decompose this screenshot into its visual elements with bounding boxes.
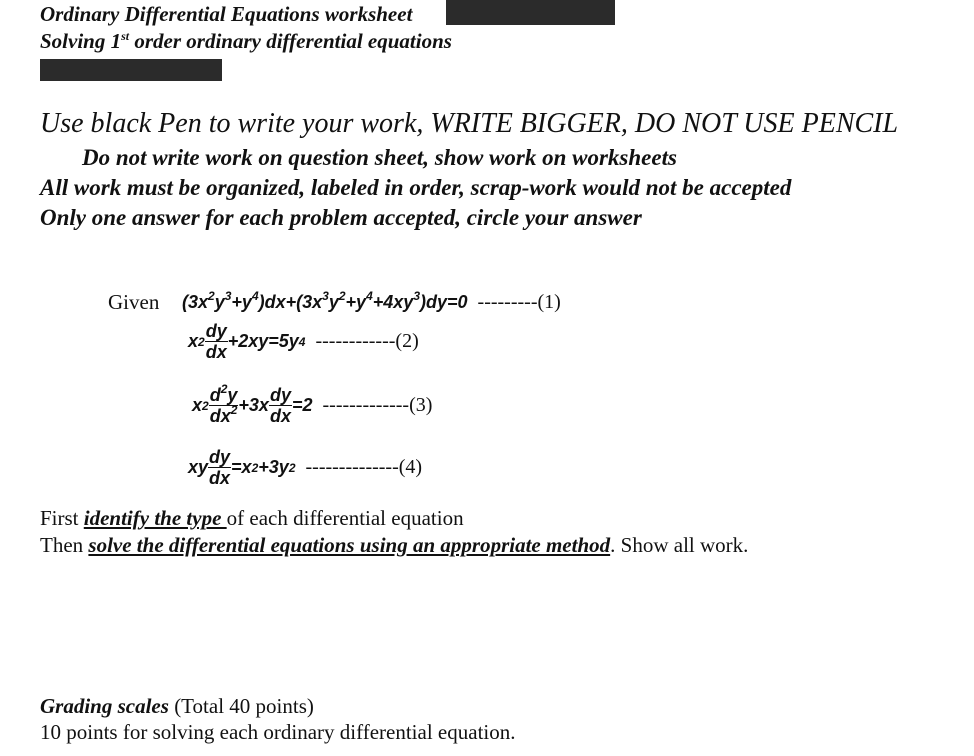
eq3-number: -------------(3) bbox=[322, 394, 433, 416]
grading-total: (Total 40 points) bbox=[168, 694, 314, 718]
instruction-one-answer: Only one answer for each problem accepted, circle your answer bbox=[40, 205, 642, 230]
equation-2: x 2 $\frac{dy}{dx}$ +2xy=5y 4 ------------(2) bbox=[188, 321, 419, 362]
eq2-number: ------------(2) bbox=[315, 330, 419, 352]
subtitle-ordinal: st bbox=[121, 29, 130, 43]
eq1-number: ---------(1) bbox=[477, 291, 561, 313]
instruction-pen: Use black Pen to write your work, WRITE BIGGER, DO NOT USE PENCIL bbox=[40, 108, 899, 139]
eq2-fraction: $\frac{dy}{dx}$ bbox=[205, 321, 227, 362]
equation-4: xy $\frac{dy}{dx}$ =x 2 +3y 2 --------------(4) bbox=[188, 447, 423, 488]
equation-3: x 2 $\frac{d^2y}{dx^2}$ +3x $\frac{dy}{dx}$ =2 -------------(3) bbox=[192, 382, 433, 426]
worksheet-subtitle bbox=[40, 29, 452, 54]
solve-method-emphasis: solve the differential equations using an appropriate method bbox=[88, 533, 611, 557]
eq3-second-derivative: $\frac{d^2y}{dx^2}$ bbox=[209, 382, 238, 426]
instruction-worksheets: Do not write work on question sheet, show work on worksheets bbox=[82, 145, 677, 170]
identify-type-emphasis: identify the type bbox=[83, 506, 227, 530]
grading-heading bbox=[40, 694, 314, 719]
task-identify: First identify the type of each differential equation bbox=[40, 506, 464, 530]
instruction-organized: All work must be organized, labeled in order, scrap-work would not be accepted bbox=[40, 175, 792, 200]
eq4-fraction: $\frac{dy}{dx}$ bbox=[209, 447, 231, 488]
eq1-expression: $(3x^2y^3+y^4)dx+(3x^3y^2+y^4+4xy^3)dy=0$ bbox=[182, 289, 468, 312]
eq3-first-derivative: $\frac{dy}{dx}$ bbox=[269, 385, 291, 426]
worksheet-title: Ordinary Differential Equations worksheet bbox=[40, 2, 413, 26]
grading-label: Grading scales bbox=[40, 694, 169, 718]
subtitle-text-rest: order ordinary differential equations bbox=[129, 29, 452, 53]
subtitle-text: Solving 1 bbox=[40, 29, 122, 53]
redacted-name-box bbox=[446, 0, 615, 25]
given-label: Given bbox=[108, 290, 160, 314]
task-solve: Then solve the differential equations using an appropriate method. Show all work. bbox=[40, 533, 749, 557]
eq4-number: --------------(4) bbox=[305, 456, 423, 478]
equation-1 bbox=[182, 291, 561, 314]
grading-detail: 10 points for solving each ordinary differential equation. bbox=[40, 720, 516, 744]
redacted-id-box bbox=[40, 59, 222, 81]
